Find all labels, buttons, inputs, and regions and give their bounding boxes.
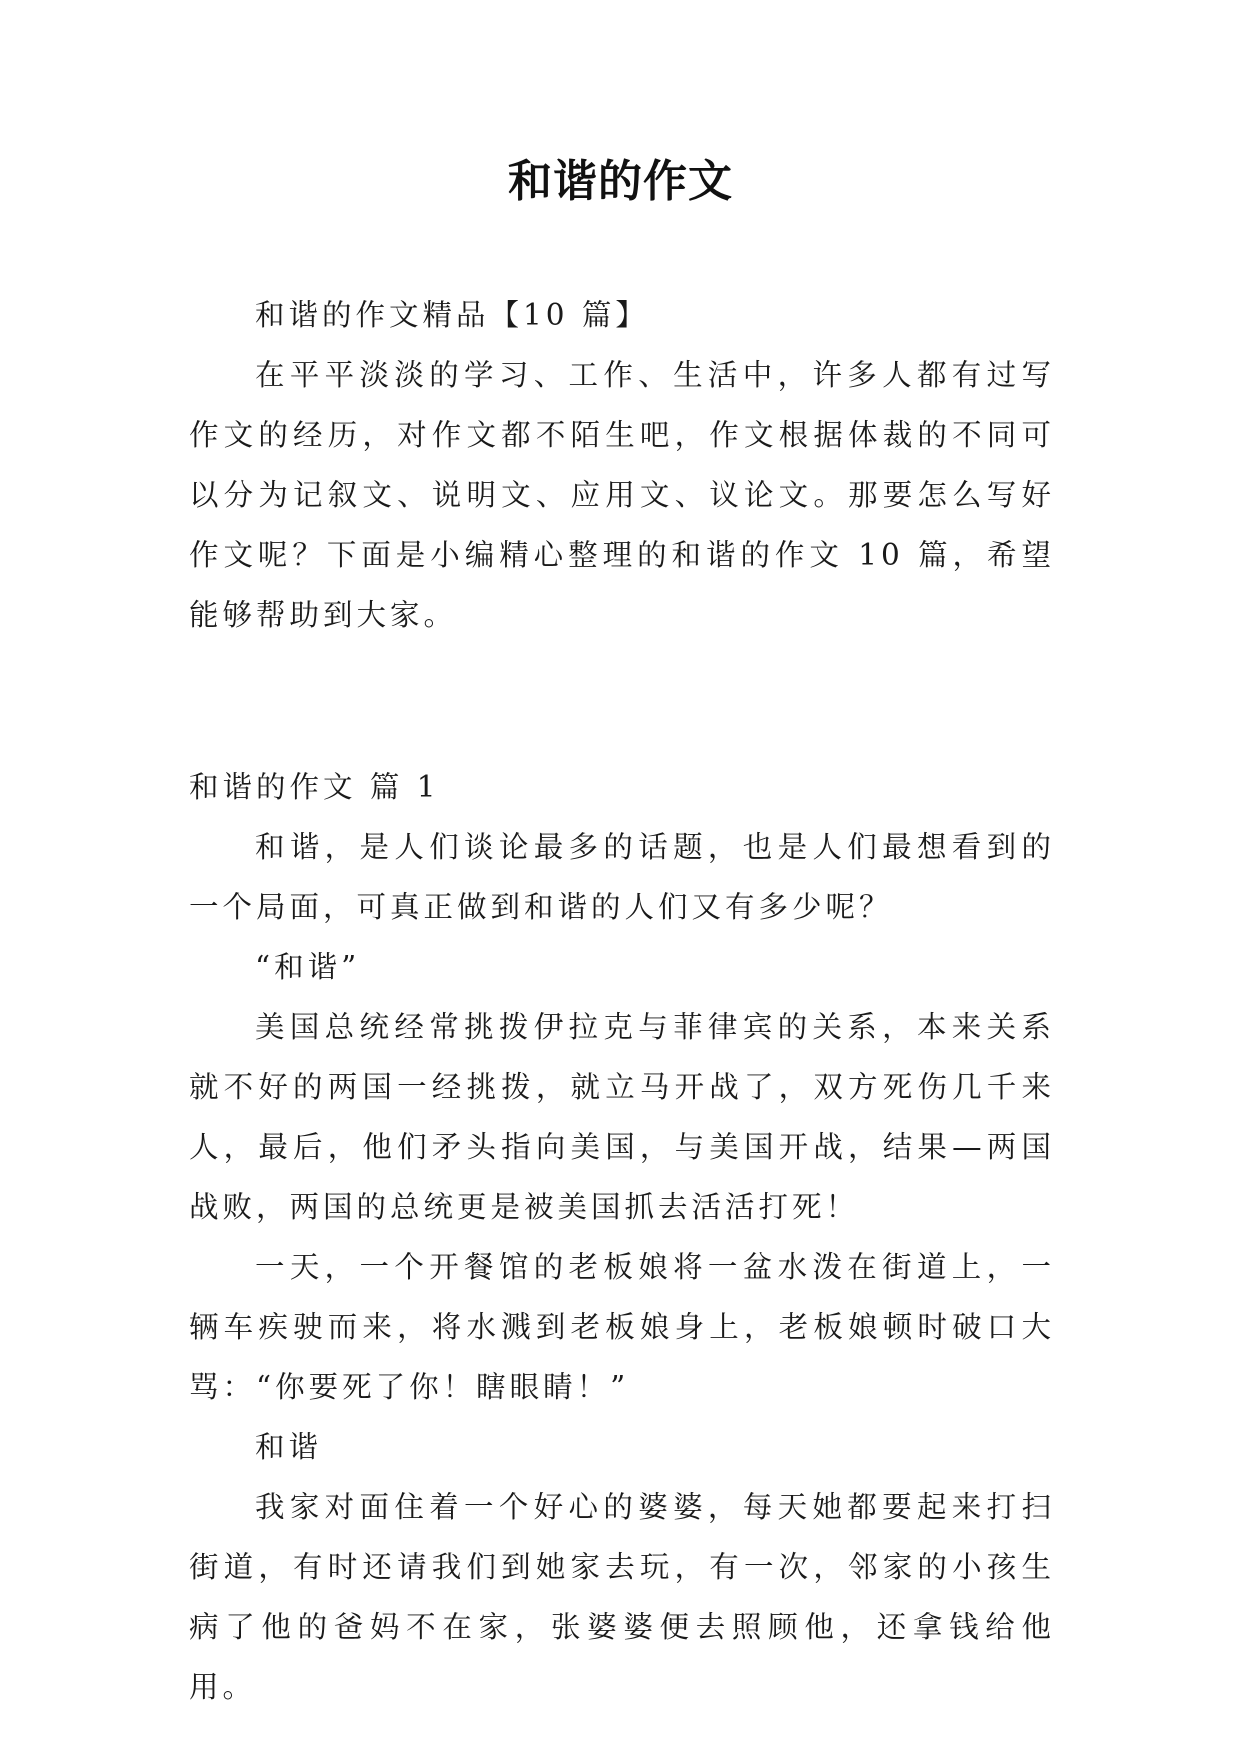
body-paragraph: 和谐 (255, 1430, 323, 1464)
document-body (189, 285, 1055, 1717)
section-heading: 和谐的作文 篇 1 (189, 770, 440, 804)
body-paragraph: 我家对面住着一个好心的婆婆，每天她都要起来打扫街道，有时还请我们到她家去玩，有一次，邻家的小孩生病了他的爸妈不在家，张婆婆便去照顾他，还拿钱给他用。 (189, 1490, 1055, 1704)
body-paragraph: 和谐，是人们谈论最多的话题，也是人们最想看到的一个局面，可真正做到和谐的人们又有多少呢？ (189, 830, 1055, 924)
section-spacer (189, 645, 1055, 757)
document-title: 和谐的作文 (508, 156, 733, 207)
body-paragraph: 美国总统经常挑拨伊拉克与菲律宾的关系，本来关系就不好的两国一经挑拨，就立马开战了，双方死伤几千来人，最后，他们矛头指向美国，与美国开战，结果—两国战败，两国的总统更是被美国抓去活活打死！ (189, 1010, 1055, 1224)
intro-paragraph: 在平平淡淡的学习、工作、生活中，许多人都有过写作文的经历，对作文都不陌生吧，作文根据体裁的不同可以分为记叙文、说明文、应用文、议论文。那要怎么写好作文呢？下面是小编精心整理的和谐的作文 10 篇，希望能够帮助到大家。 (189, 358, 1055, 632)
body-paragraph: “和谐” (255, 950, 361, 984)
document-subtitle: 和谐的作文精品【10 篇】 (255, 298, 649, 332)
body-paragraph: 一天，一个开餐馆的老板娘将一盆水泼在街道上，一辆车疾驶而来，将水溅到老板娘身上，老板娘顿时破口大骂：“你要死了你！瞎眼睛！” (189, 1250, 1055, 1404)
